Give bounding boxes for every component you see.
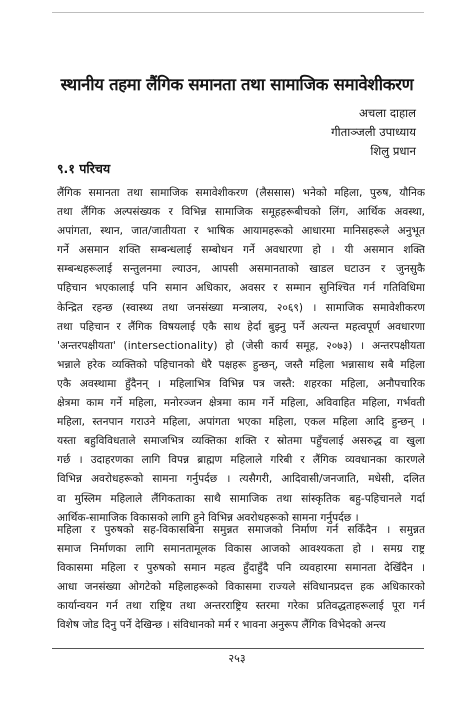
paragraph-line: एकै अवस्थामा हुँदैनन् । महिलाभित्र विभिन्न पत्र जस्तै: शहरका महिला, अनौपचारिक bbox=[57, 377, 425, 390]
top-divider bbox=[52, 12, 424, 13]
paragraph-line: विकासमा महिला र पुरुषको समान महत्व हुँदाहुँदै पनि व्यवहारमा समानता देखिँदैन । bbox=[57, 562, 425, 575]
paragraph-line: गर्ने असमान शक्ति सम्बन्धलाई सम्बोधन गर्ने अवधारणा हो । यी असमान शक्ति bbox=[57, 244, 425, 257]
footer-divider bbox=[52, 648, 424, 649]
paragraph-line: तथा लैंगिक अल्पसंख्यक र विभिन्न सामाजिक समूहहरूबीचको लिंग, आर्थिक अवस्था, bbox=[57, 206, 425, 219]
author-list bbox=[331, 104, 416, 161]
paragraph-line: विशेष जोड दिनु पर्ने देखिन्छ । संविधानको मर्म र भावना अनुरूप लैंगिक विभेदको अन्त्य bbox=[57, 619, 386, 632]
page-number: २५३ bbox=[228, 652, 246, 665]
chapter-title: स्थानीय तहमा लैंगिक समानता तथा सामाजिक समावेशीकरण bbox=[60, 75, 414, 94]
author-name: अचला दाहाल bbox=[359, 106, 416, 120]
paragraph-line: गर्छ । उदाहरणका लागि विपन्न ब्राह्मण महिलाले गरिबी र लैंगिक व्यवधानका कारणले bbox=[57, 454, 425, 467]
paragraph-line: आधा जनसंख्या ओगटेको महिलाहरूको विकासमा राज्यले संविधानप्रदत्त हक अधिकारको bbox=[57, 581, 425, 594]
paragraph-line: क्षेत्रमा काम गर्ने महिला, मनोरञ्जन क्षेत्रमा काम गर्ने महिला, अविवाहित महिला, गर्भवती bbox=[57, 397, 425, 410]
body-paragraph bbox=[57, 521, 425, 636]
paragraph-line: लैंगिक समानता तथा सामाजिक समावेशीकरण (लैससास) भनेको महिला, पुरुष, यौनिक bbox=[57, 187, 425, 199]
paragraph-line: विभिन्न अवरोधहरूको सामना गर्नुपर्दछ । त्यसैगरी, आदिवासी/जनजाति, मधेसी, दलित bbox=[57, 473, 425, 486]
paragraph-line: कार्यान्वयन गर्न तथा राष्ट्रिय तथा अन्तरराष्ट्रिय स्तरमा गरेका प्रतिवद्धताहरूलाई पूरा गर्न bbox=[57, 600, 425, 613]
paragraph-line: पहिचान भएकालाई पनि समान अधिकार, अवसर र सम्मान सुनिश्चित गर्न गतिविधिमा bbox=[57, 282, 425, 295]
paragraph-line: महिला र पुरुषको सह-विकासबिना समुन्नत समाजको निर्माण गर्न सकिँदैन । समुन्नत bbox=[57, 524, 425, 536]
body-paragraph bbox=[57, 184, 425, 528]
section-heading bbox=[57, 160, 110, 177]
paragraph-line: तथा पहिचान र लैंगिक विषयलाई एकै साथ हेर्दा बुझ्नु पर्ने अत्यन्त महत्वपूर्ण अवधारणा bbox=[57, 320, 425, 333]
paragraph-line: आर्थिक-सामाजिक विकासको लागि हुने विभिन्न अवरोधहरूको सामना गर्नुपर्दछ । bbox=[57, 511, 359, 524]
section-number: ९.१ bbox=[57, 161, 75, 176]
paragraph-line: 'अन्तरपक्षीयता' (intersectionality) हो (जेसी कार्य समूह, २०७३) । अन्तरपक्षीयता bbox=[57, 339, 425, 352]
paragraph-line: समाज निर्माणका लागि समानतामूलक विकास आजको आवश्यकता हो । समग्र राष्ट्र bbox=[57, 543, 425, 556]
paragraph-line: यस्ता बहुविविधताले समाजभित्र व्यक्तिका शक्ति र स्रोतमा पहुँचलाई असरुद्ध वा खुला bbox=[57, 435, 425, 448]
author-name: शिलु प्रधान bbox=[370, 144, 416, 158]
paragraph-line: महिला, स्तनपान गराउने महिला, अपांगता भएका महिला, एकल महिला आदि हुन्छन् । bbox=[57, 416, 425, 429]
paragraph-line: अपांगता, स्थान, जात/जातीयता र भाषिक आयामहरूको आधारमा मानिसहरूले अनुभूत bbox=[57, 225, 425, 238]
paragraph-line: केन्द्रित रहन्छ (स्वास्थ्य तथा जनसंख्या मन्त्रालय, २०६९) । सामाजिक समावेशीकरण bbox=[57, 301, 425, 314]
paragraph-line: भन्नाले हरेक व्यक्तिको पहिचानको धेरै पक्षहरू हुन्छन्, जस्तै महिला भन्नासाथ सबै महिला bbox=[57, 358, 425, 371]
paragraph-line: सम्बन्धहरूलाई सन्तुलनमा ल्याउन, आपसी असमानताको खाडल घटाउन र जुनसुकै bbox=[57, 263, 425, 276]
paragraph-line: वा मुस्लिम महिलाले लैंगिकताका साथै सामाजिक तथा सांस्कृतिक बहु-पहिचानले गर्दा bbox=[57, 492, 425, 505]
author-name: गीताञ्जली उपाध्याय bbox=[331, 125, 416, 139]
section-title: परिचय bbox=[79, 161, 111, 176]
